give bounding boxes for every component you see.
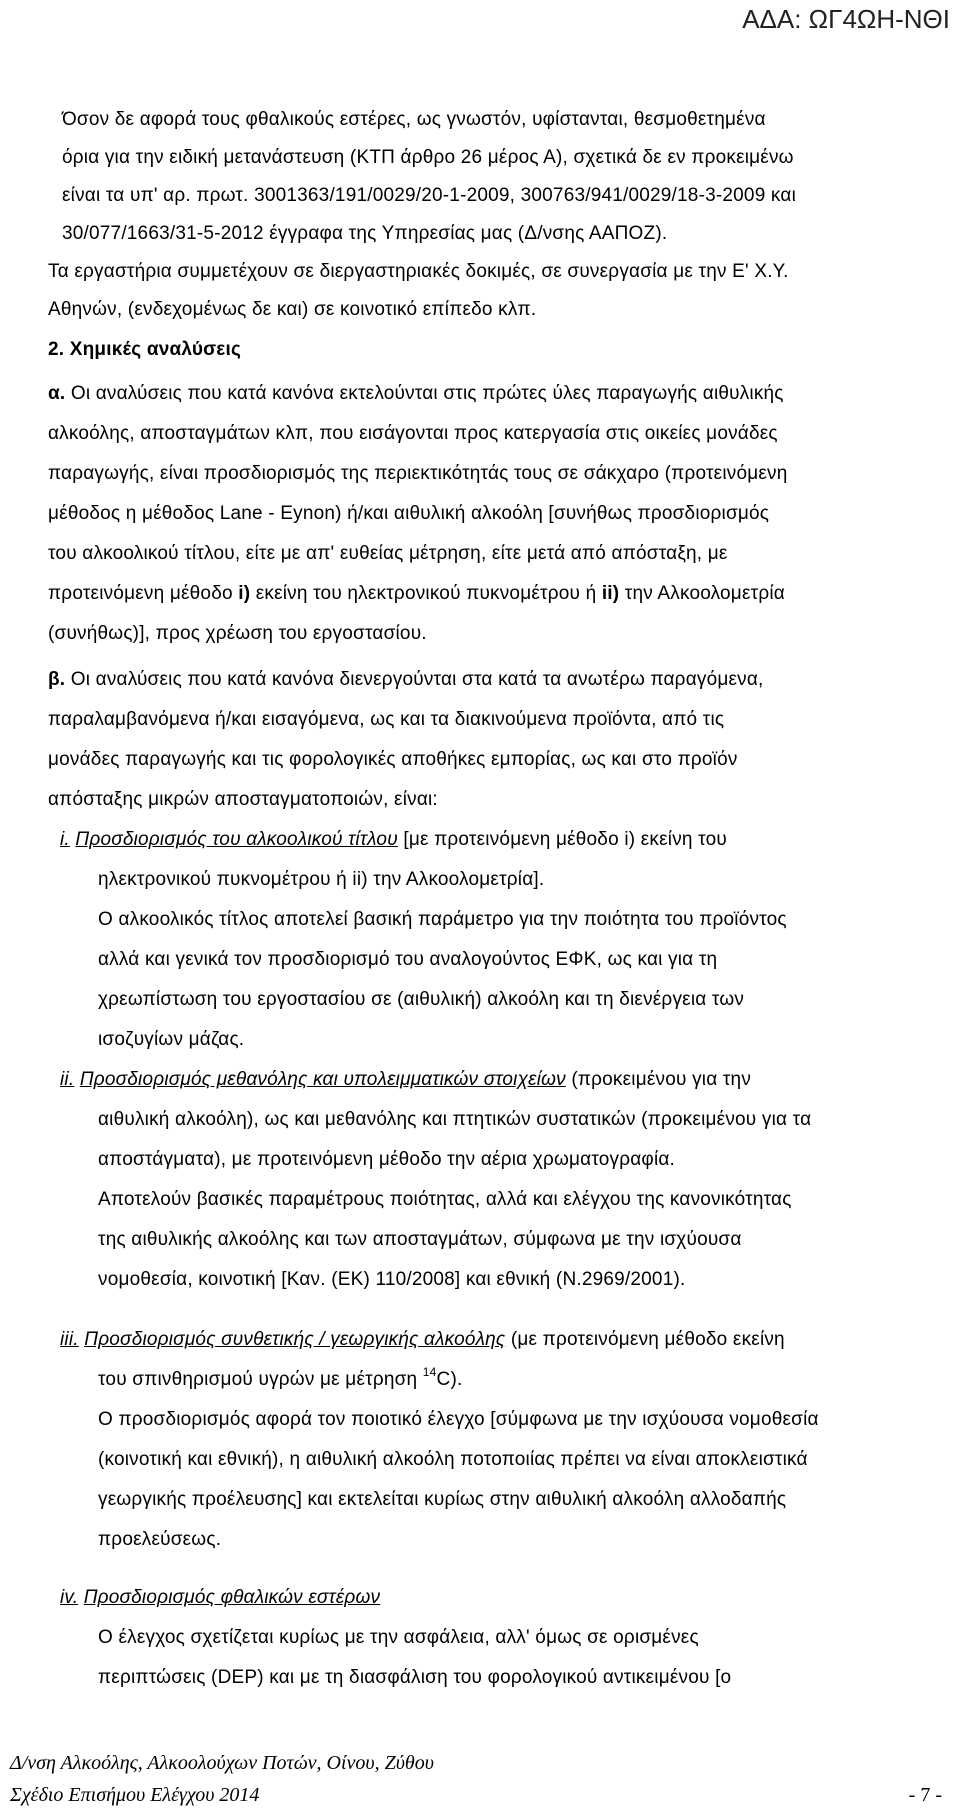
alpha-line-6: προτεινόμενη μέθοδο i) εκείνη του ηλεκτρονικού πυκνομέτρου ή ii) την Αλκοολομετρία (48, 583, 785, 604)
page-number: - 7 - (908, 1784, 942, 1806)
text-line: ισοζυγίων μάζας. (98, 1029, 245, 1050)
text-line: Ο έλεγχος σχετίζεται κυρίως με την ασφάλεια, αλλ' όμως σε ορισμένες (98, 1627, 699, 1648)
text-line: παραλαμβανόμενα ή/και εισαγόμενα, ως και τα διακινούμενα προϊόντα, από τις (48, 709, 725, 730)
item-ii-heading: ii. Προσδιορισμός μεθανόλης και υπολειμματικών στοιχείων (προκειμένου για την (60, 1069, 752, 1090)
text-line: της αιθυλικής αλκοόλης και των αποσταγμάτων, σύμφωνα με την ισχύουσα (98, 1229, 742, 1250)
text-line: όρια για την ειδική μετανάστευση (ΚΤΠ άρθρο 26 μέρος Α), σχετικά δε εν προκειμένω (62, 147, 794, 168)
text-line: (συνήθως)], προς χρέωση του εργοστασίου. (48, 623, 427, 644)
text-line: αλκοόλης, αποσταγμάτων κλπ, που εισάγονται προς κατεργασία στις οικείες μονάδες (48, 423, 778, 444)
item-iii-line-2: του σπινθηρισμού υγρών με μέτρηση $^{14}$C). (98, 1365, 463, 1390)
text-line: αλλά και γενικά τον προσδιορισμό του αναλογούντος ΕΦΚ, ως και για τη (98, 949, 718, 970)
text-line: μέθοδος η μέθοδος Lane - Eynon) ή/και αιθυλική αλκοόλη [συνήθως προσδιορισμός (48, 503, 770, 524)
section-heading: 2. Χημικές αναλύσεις (48, 339, 242, 360)
text-line: αποστάγματα), με προτεινόμενη μέθοδο την αέρια χρωματογραφία. (98, 1149, 676, 1170)
text-line: περιπτώσεις (DEP) και με τη διασφάλιση του φορολογικού αντικειμένου [ο (98, 1667, 732, 1688)
text-line: παραγωγής, είναι προσδιορισμός της περιεκτικότητάς τους σε σάκχαρο (προτεινόμενη (48, 463, 788, 484)
ada-code: ΑΔΑ: ΩΓ4ΩΗ-ΝΘΙ (742, 4, 950, 34)
text-line: Αποτελούν βασικές παραμέτρους ποιότητας, αλλά και ελέγχου της κανονικότητας (98, 1189, 792, 1210)
text-line: Αθηνών, (ενδεχομένως δε και) σε κοινοτικό επίπεδο κλπ. (48, 299, 537, 320)
text-line: 30/077/1663/31-5-2012 έγγραφα της Υπηρεσίας μας (Δ/νσης ΑΑΠΟΖ). (62, 223, 668, 244)
beta-line: β. Οι αναλύσεις που κατά κανόνα διενεργούνται στα κατά τα ανωτέρω παραγόμενα, (48, 669, 764, 690)
text-line: αιθυλική αλκοόλη), ως και μεθανόλης και πτητικών συστατικών (προκειμένου για τα (98, 1109, 812, 1130)
text-line: (κοινοτική και εθνική), η αιθυλική αλκοόλη ποτοποιίας πρέπει να είναι αποκλειστικά (98, 1449, 808, 1470)
text-line: γεωργικής προέλευσης] και εκτελείται κυρίως στην αιθυλική αλκοόλη αλλοδαπής (98, 1489, 787, 1510)
text-line: ηλεκτρονικού πυκνομέτρου ή ii) την Αλκοολομετρία]. (98, 869, 545, 890)
item-iii-heading: iii. Προσδιορισμός συνθετικής / γεωργικής αλκοόλης (με προτεινόμενη μέθοδο εκείνη (60, 1329, 785, 1350)
text-line: Ο αλκοολικός τίτλος αποτελεί βασική παράμετρο για την ποιότητα του προϊόντος (98, 909, 787, 930)
text-line: νομοθεσία, κοινοτική [Καν. (ΕΚ) 110/2008] και εθνική (Ν.2969/2001). (98, 1269, 686, 1290)
item-iv-heading: iv. Προσδιορισμός φθαλικών εστέρων (60, 1587, 381, 1608)
text-line: του αλκοολικού τίτλου, είτε με απ' ευθείας μέτρηση, είτε μετά από απόσταξη, με (48, 543, 728, 564)
text-line: Τα εργαστήρια συμμετέχουν σε διεργαστηριακές δοκιμές, σε συνεργασία με την Ε' Χ.Υ. (48, 261, 789, 282)
item-i-heading: i. Προσδιορισμός του αλκοολικού τίτλου [με προτεινόμενη μέθοδο i) εκείνη του (60, 829, 727, 850)
text-line: Όσον δε αφορά τους φθαλικούς εστέρες, ως γνωστόν, υφίστανται, θεσμοθετημένα (62, 109, 766, 130)
footer-department: Δ/νση Αλκοόλης, Αλκοολούχων Ποτών, Οίνου, Ζύθου (10, 1752, 434, 1774)
text-line: προελεύσεως. (98, 1529, 222, 1550)
text-line: χρεωπίστωση του εργοστασίου σε (αιθυλική) αλκοόλη και τη διενέργεια των (98, 989, 745, 1010)
text-line: Ο προσδιορισμός αφορά τον ποιοτικό έλεγχο [σύμφωνα με την ισχύουσα νομοθεσία (98, 1409, 819, 1430)
footer-plan: Σχέδιο Επισήμου Ελέγχου 2014 (10, 1784, 260, 1806)
text-line: είναι τα υπ' αρ. πρωτ. 3001363/191/0029/20-1-2009, 300763/941/0029/18-3-2009 και (62, 185, 797, 206)
alpha-line: α. Οι αναλύσεις που κατά κανόνα εκτελούνται στις πρώτες ύλες παραγωγής αιθυλικής (48, 383, 784, 404)
text-line: μονάδες παραγωγής και τις φορολογικές αποθήκες εμπορίας, ως και στο προϊόν (48, 749, 738, 770)
text-line: απόσταξης μικρών αποσταγματοποιών, είναι: (48, 789, 438, 810)
